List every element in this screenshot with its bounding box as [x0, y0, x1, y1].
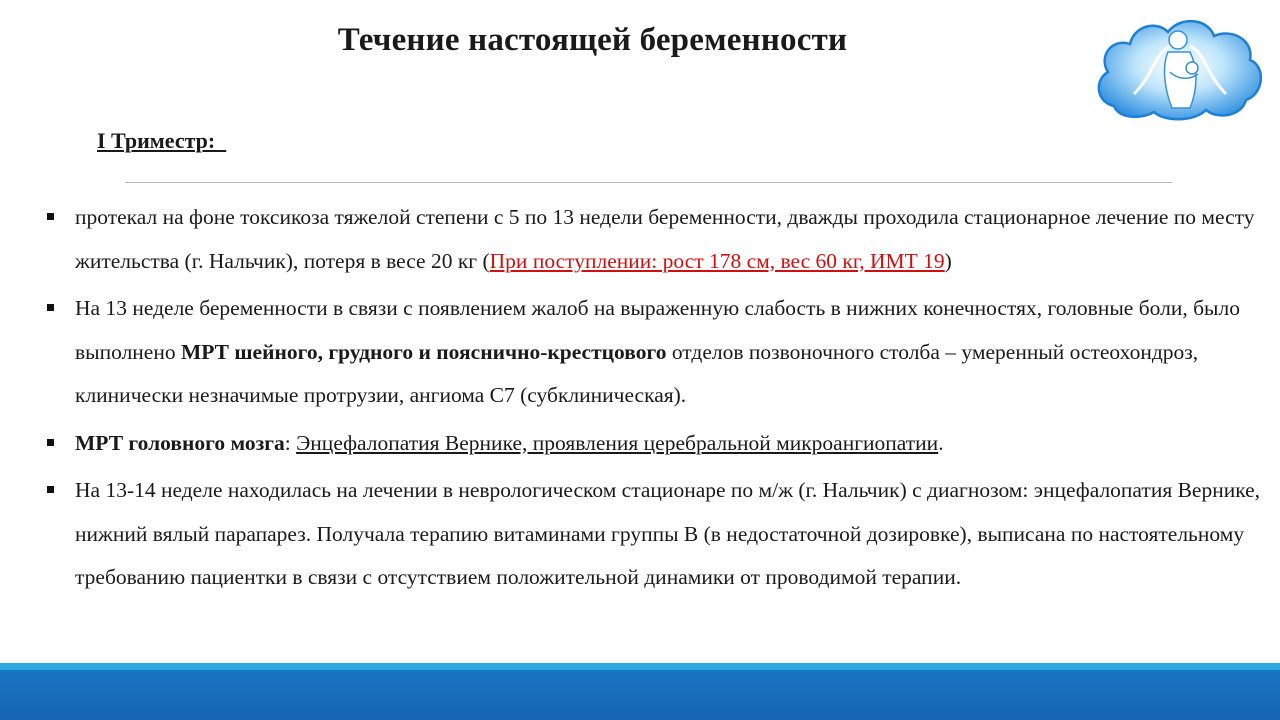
bullet-square-icon — [47, 486, 54, 493]
divider — [125, 182, 1172, 183]
footer-bar — [0, 670, 1280, 720]
mri-brain-bold: МРТ головного мозга — [75, 430, 285, 455]
bullet-text: ) — [944, 248, 952, 273]
bullet-text: : — [284, 430, 297, 455]
page-title: Течение настоящей беременности — [337, 22, 848, 58]
bullet-text: На 13-14 неделе находилась на лечении в неврологическом стационаре по м/ж (г. Нальчик) с диагнозом: энцефалопатия Вернике, нижний вялый парапарез. Получала терапию витаминами группы В (в недостаточной дозировке), выписана по настоятельному требованию пациентки в связи с отсутствием положительной динамики от проводимой терапии. — [75, 478, 1261, 589]
bullet-square-icon — [47, 304, 54, 311]
bullet-text: протекал на фоне токсикоза тяжелой степени с 5 по 13 недели беременности, дважды проходила стационарное лечение по месту жительства (г. Нальчик), потеря в весе 20 кг ( — [75, 205, 1255, 273]
trimester-heading: I Триместр: — [97, 128, 227, 153]
bullet-toxicosis — [42, 196, 1262, 283]
bullet-spine-mri — [42, 287, 1262, 418]
bullet-brain-mri — [42, 422, 1262, 466]
footer-stripe — [0, 663, 1280, 670]
mri-spine-bold: МРТ шейного, грудного и пояснично-крестцового — [180, 339, 667, 364]
diagnosis-underlined: Энцефалопатия Вернике, проявления церебральной микроангиопатии — [296, 430, 939, 455]
bullet-neuro-treatment — [42, 469, 1262, 600]
mother-child-logo-icon — [1094, 14, 1266, 122]
admission-metrics-highlight: При поступлении: рост 178 см, вес 60 кг, ИМТ 19 — [489, 248, 945, 273]
bullet-text: отделов позвоночного столба – умеренный остеохондроз, клинически незначимые протрузии, ангиома С7 (субклиническая). — [75, 339, 1199, 407]
bullet-list — [42, 196, 1262, 604]
bullet-square-icon — [47, 213, 54, 220]
bullet-text: На 13 неделе беременности в связи с появлением жалоб на выраженную слабость в нижних конечностях, головные боли, было выполнено — [75, 296, 1240, 364]
bullet-text: . — [938, 430, 944, 455]
bullet-square-icon — [47, 439, 54, 446]
